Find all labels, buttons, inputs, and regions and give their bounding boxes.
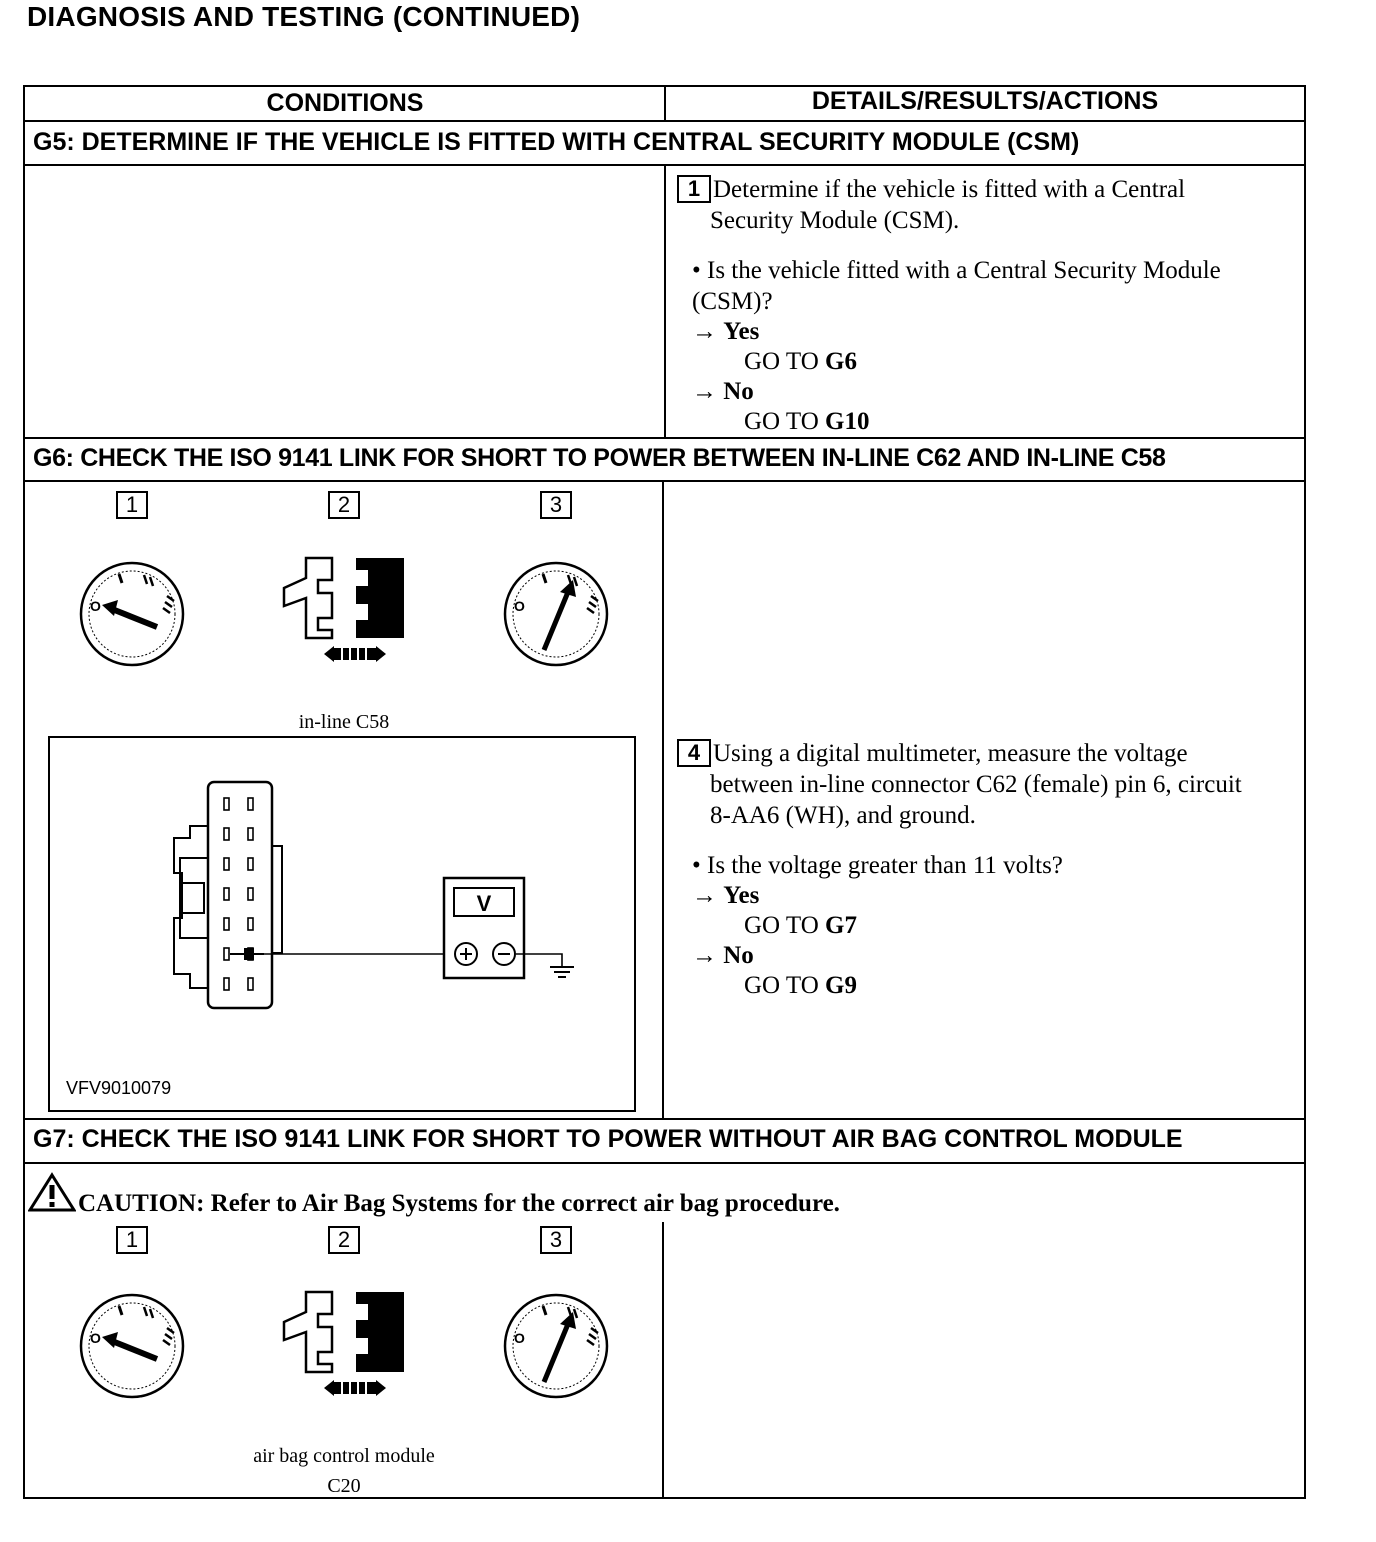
table-bottom-border bbox=[24, 1497, 1306, 1499]
figure-number: 2 bbox=[328, 1226, 360, 1254]
g6-yes-goto: GO TO G7 bbox=[744, 912, 857, 939]
figure-number: 1 bbox=[116, 491, 148, 519]
g7-header: G7: CHECK THE ISO 9141 LINK FOR SHORT TO POWER WITHOUT AIR BAG CONTROL MODULE bbox=[33, 1125, 1183, 1153]
caution-label: CAUTION: bbox=[78, 1190, 205, 1217]
g5-yes bbox=[692, 316, 759, 347]
g6-step-4 bbox=[677, 738, 1188, 769]
g6-yes bbox=[692, 880, 759, 911]
g6-no-goto: GO TO G9 bbox=[744, 972, 857, 999]
measurement-diagram bbox=[48, 736, 636, 1112]
col-divider bbox=[662, 1222, 664, 1498]
warning-triangle-icon bbox=[28, 1172, 76, 1212]
g5-no-goto: GO TO G10 bbox=[744, 408, 870, 435]
step-text: Using a digital multimeter, measure the voltage bbox=[713, 740, 1188, 767]
g5-step-1 bbox=[677, 174, 1185, 205]
figure-number: 2 bbox=[328, 491, 360, 519]
page-title: DIAGNOSIS AND TESTING (CONTINUED) bbox=[27, 1, 581, 32]
g6-question: • Is the voltage greater than 11 volts? bbox=[692, 852, 1063, 879]
yes-label: Yes bbox=[723, 318, 760, 345]
step-number: 4 bbox=[677, 739, 711, 767]
no-label: No bbox=[723, 378, 754, 405]
g5-yes-goto: GO TO G6 bbox=[744, 348, 857, 375]
g6-no bbox=[692, 940, 754, 971]
connector-multimeter-icon bbox=[50, 738, 634, 1110]
goto-target[interactable]: G6 bbox=[825, 348, 857, 375]
figure-code: VFV9010079 bbox=[66, 1078, 172, 1098]
arrow-icon: → bbox=[692, 318, 717, 345]
ignition-on-icon bbox=[502, 560, 612, 670]
figure-number: 1 bbox=[116, 1226, 148, 1254]
table-right-border bbox=[1304, 85, 1306, 1499]
arrow-icon: → bbox=[692, 882, 717, 909]
disconnect-connector-icon bbox=[282, 556, 406, 668]
module-caption: air bag control module bbox=[253, 1445, 435, 1467]
ignition-on-icon bbox=[502, 1292, 612, 1402]
g6-step-text: between in-line connector C62 (female) pin 6, circuit bbox=[710, 771, 1242, 798]
col-header-details: DETAILS/RESULTS/ACTIONS bbox=[811, 87, 1159, 115]
goto-target[interactable]: G7 bbox=[825, 912, 857, 939]
table-left-border bbox=[23, 85, 25, 1499]
ignition-off-icon bbox=[78, 1292, 188, 1402]
meter-display-label: V bbox=[476, 891, 492, 916]
g5-no bbox=[692, 376, 754, 407]
step-text: Determine if the vehicle is fitted with a Central bbox=[713, 176, 1186, 203]
g6-header: G6: CHECK THE ISO 9141 LINK FOR SHORT TO POWER BETWEEN IN-LINE C62 AND IN-LINE C58 bbox=[33, 444, 1166, 472]
row-divider bbox=[24, 1162, 1306, 1164]
col-divider bbox=[662, 480, 664, 1120]
no-label: No bbox=[723, 942, 754, 969]
yes-label: Yes bbox=[723, 882, 760, 909]
row-divider bbox=[24, 437, 1306, 439]
caution-note bbox=[78, 1188, 840, 1219]
arrow-icon: → bbox=[692, 378, 717, 405]
connector-caption: in-line C58 bbox=[298, 711, 390, 733]
g5-question: • Is the vehicle fitted with a Central Security Module bbox=[692, 257, 1221, 284]
figure-number: 3 bbox=[540, 491, 572, 519]
caution-text: Refer to Air Bag Systems for the correct air bag procedure. bbox=[210, 1190, 840, 1217]
row-divider bbox=[24, 480, 1306, 482]
ignition-off-icon bbox=[78, 560, 188, 670]
step-number: 1 bbox=[677, 175, 711, 203]
g5-question: (CSM)? bbox=[692, 288, 773, 315]
goto-target[interactable]: G10 bbox=[825, 408, 870, 435]
col-header-conditions: CONDITIONS bbox=[266, 89, 424, 117]
row-divider bbox=[24, 1118, 1306, 1120]
disconnect-connector-icon bbox=[282, 1290, 406, 1402]
g5-step-text: Security Module (CSM). bbox=[710, 207, 960, 234]
arrow-icon: → bbox=[692, 942, 717, 969]
figure-number: 3 bbox=[540, 1226, 572, 1254]
goto-target[interactable]: G9 bbox=[825, 972, 857, 999]
row-divider bbox=[24, 120, 1306, 122]
col-divider bbox=[664, 164, 666, 437]
module-caption: C20 bbox=[327, 1475, 361, 1497]
g5-header: G5: DETERMINE IF THE VEHICLE IS FITTED WITH CENTRAL SECURITY MODULE (CSM) bbox=[33, 128, 1080, 156]
g6-step-text: 8-AA6 (WH), and ground. bbox=[710, 802, 976, 829]
